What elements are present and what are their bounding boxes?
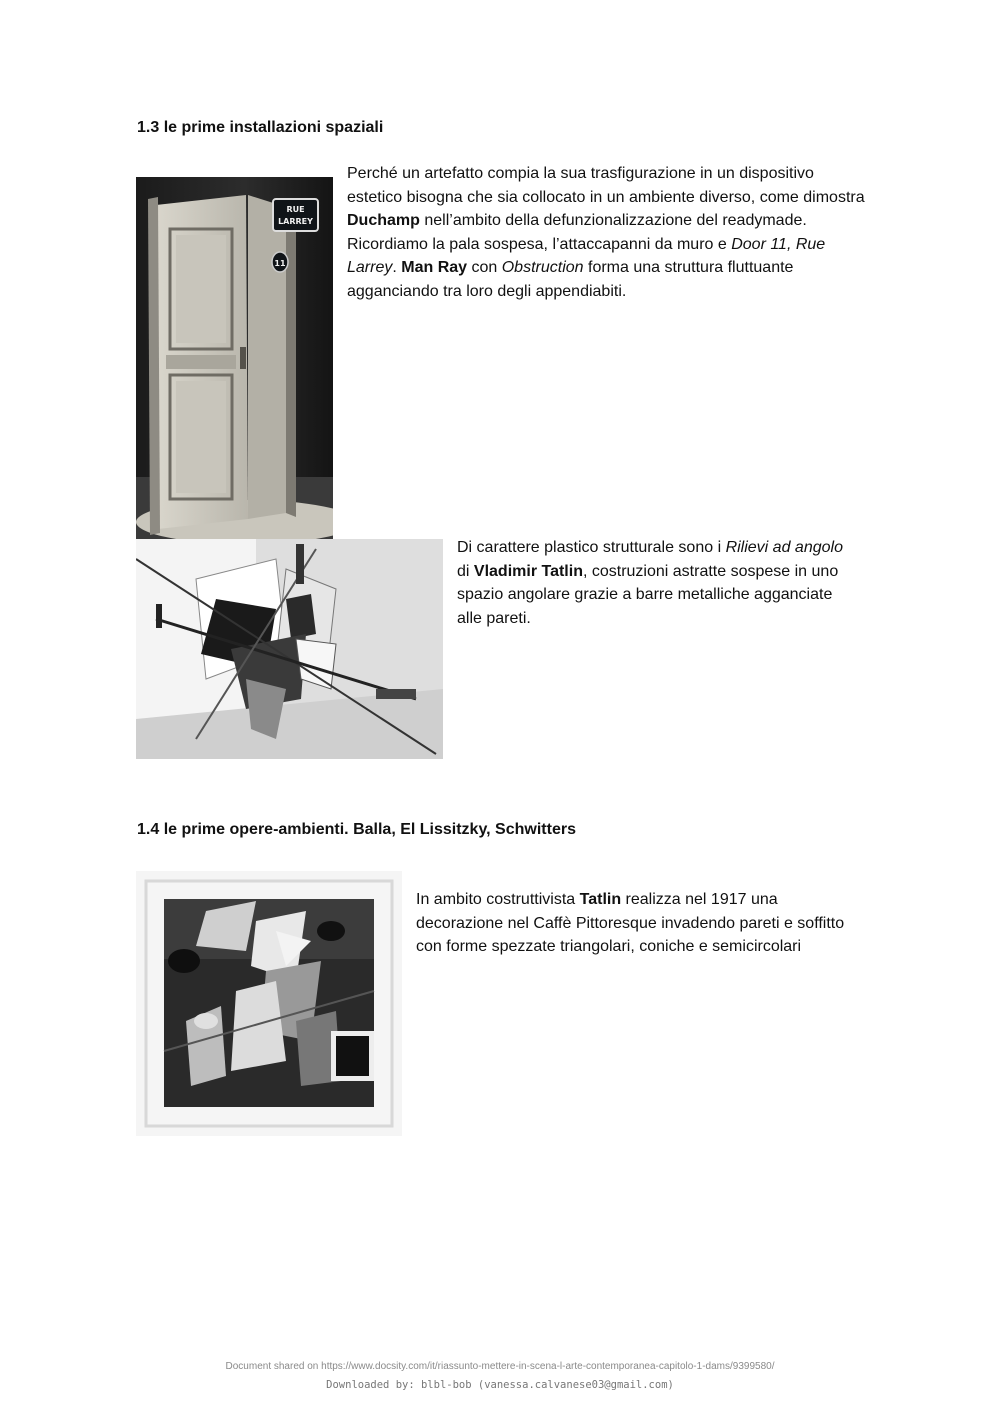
- section-heading-1-4: 1.4 le prime opere-ambienti. Balla, El Lissitzky, Schwitters: [137, 821, 576, 838]
- section-heading-1-3: 1.3 le prime installazioni spaziali: [137, 119, 384, 136]
- text-run: di: [457, 562, 474, 580]
- footer-shared-link[interactable]: Document shared on https://www.docsity.com/it/riassunto-mettere-in-scena-l-arte-contemporanea-capitolo-1-dams/9399580/: [225, 1361, 775, 1372]
- caffe-pittoresque-paragraph: [416, 888, 846, 959]
- text-run: Di carattere plastico strutturale sono i: [457, 539, 726, 556]
- text-run: nell’ambito della defunzionalizzazione del readymade. Ricordiamo la pala sospesa, l’attaccapanni da muro e: [347, 212, 807, 253]
- bold-text-run: Man Ray: [401, 259, 468, 277]
- text-run: realizza nel 1917 una decorazione nel Caffè Pittoresque invadendo pareti e soffitto con forme spezzate triangolari, coniche e semicircolari: [416, 891, 845, 956]
- door-sign-line2: LARREY: [278, 217, 313, 226]
- door-number: 11: [274, 259, 286, 268]
- text-run: forma una struttura fluttuante agganciando tra loro degli appendiabiti.: [347, 259, 794, 300]
- text-run: Perché un artefatto compia la sua trasfigurazione in un dispositivo estetico bisogna che sia collocato in un ambiente diverso, come dimostra: [347, 165, 865, 206]
- tatlin-reliefs-paragraph: [457, 536, 857, 630]
- caffe-pittoresque-photo: [136, 871, 402, 1136]
- italic-text-run: Obstruction: [501, 259, 584, 277]
- duchamp-paragraph: [347, 162, 872, 304]
- door-sign-line1: RUE: [286, 205, 305, 214]
- italic-text-run: Rilievi ad angolo: [725, 539, 843, 556]
- tatlin-corner-relief-photo: [136, 539, 443, 759]
- italic-text-run: Door 11, Rue Larrey: [347, 235, 826, 277]
- door-11-rue-larrey-photo: [136, 177, 333, 539]
- footer-downloaded-by: Downloaded by: blbl-bob (vanessa.calvanese03@gmail.com): [326, 1379, 674, 1391]
- bold-text-run: Vladimir Tatlin: [473, 562, 583, 580]
- text-run: In ambito costruttivista: [416, 891, 580, 908]
- text-run: .: [392, 259, 402, 277]
- text-run: con: [467, 259, 502, 277]
- text-run: , costruzioni astratte sospese in uno spazio angolare grazie a barre metalliche agganciate alle pareti.: [457, 562, 839, 627]
- bold-text-run: Duchamp: [347, 212, 420, 230]
- bold-text-run: Tatlin: [579, 891, 622, 908]
